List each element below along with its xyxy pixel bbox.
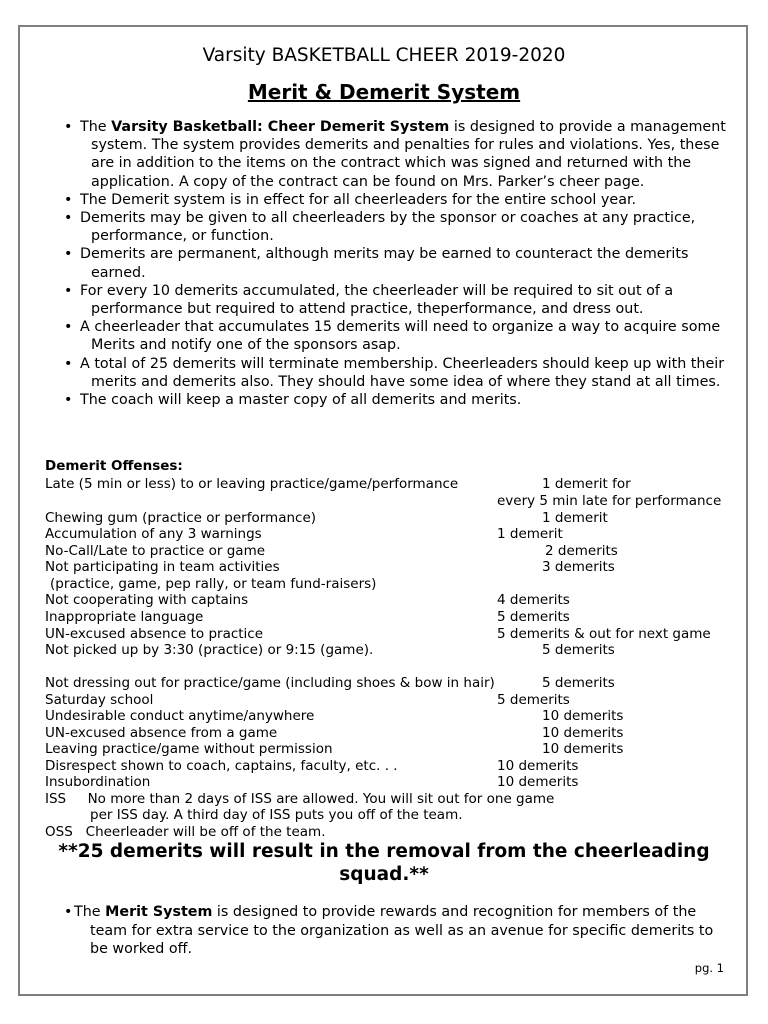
offense-text: UN-excused absence to practice (45, 626, 264, 642)
offense-penalty: 5 demerits & out for next game (497, 626, 711, 642)
item-text: Demerits are permanent, although merits may be earned to counteract the demerits earned. (80, 246, 689, 281)
item-bold: Merit System (105, 904, 213, 920)
item-text: The Demerit system is in effect for all cheerleaders for the entire school year. (80, 191, 637, 208)
item-text: is designed to provide a management system. The system provides demerits and penalties for rules and violations. Yes, these are in addition to the items on the contract which was signed and returned with the application. A copy of the contract can be found on Mrs. Parker’s cheer page. (91, 119, 726, 190)
offense-text: UN-excused absence from a game (45, 725, 278, 741)
list-item (64, 245, 734, 281)
item-text: is designed to provide rewards and recognition for members of the team for extra service to the organization as well as an avenue for specific demerits to be worked off. (90, 904, 714, 957)
item-text: A total of 25 demerits will terminate membership. Cheerleaders should keep up with their merits and demerits also. They should have some idea of where they stand at all times. (80, 355, 725, 390)
item-text: For every 10 demerits accumulated, the cheerleader will be required to sit out of a performance but required to attend practice, theperformance, and dress out. (80, 282, 674, 318)
offense-text: Late (5 min or less) to or leaving practice/game/performance (45, 476, 459, 492)
offense-text: Not cooperating with captains (45, 592, 249, 608)
offense-penalty: 10 demerits (497, 758, 579, 774)
item-bold: Varsity Basketball: Cheer Demerit System (111, 119, 450, 135)
offense-penalty: 1 demerit for (542, 476, 631, 492)
offense-penalty: 2 demerits (545, 543, 618, 559)
offense-text: Accumulation of any 3 warnings (45, 526, 262, 542)
offense-text: OSS Cheerleader will be off of the team. (45, 824, 326, 840)
document-heading (0, 80, 768, 104)
offenses-heading: Demerit Offenses: (45, 458, 183, 474)
offense-text: Insubordination (45, 774, 151, 790)
item-text: Demerits may be given to all cheerleaders by the sponsor or coaches at any practice, performance, or function. (80, 210, 696, 245)
item-text: A cheerleader that accumulates 15 demerits will need to organize a way to acquire some Merits and notify one of the sponsors asap. (80, 319, 721, 354)
item-prefix: The (74, 904, 106, 920)
list-item (64, 118, 734, 191)
final-notice: **25 demerits will result in the removal from the cheerleading squad.** (58, 841, 710, 885)
offense-penalty: 5 demerits (542, 642, 615, 658)
demerit-rules-list (64, 118, 734, 409)
list-item (64, 903, 734, 959)
list-item (64, 209, 734, 245)
offense-text: Disrespect shown to coach, captains, faculty, etc. . . (45, 758, 398, 774)
offense-text: Saturday school (45, 692, 154, 708)
list-item (64, 191, 734, 209)
list-item (64, 282, 734, 318)
document-title: Varsity BASKETBALL CHEER 2019-2020 (202, 45, 566, 66)
offense-penalty: 3 demerits (542, 559, 615, 575)
offense-penalty: 5 demerits (497, 609, 570, 625)
offense-penalty: 5 demerits (497, 692, 570, 708)
offense-penalty: 5 demerits (542, 675, 615, 691)
offense-text: Not picked up by 3:30 (practice) or 9:15 (game). (45, 642, 374, 658)
offense-text: Not participating in team activities (45, 559, 280, 575)
offense-penalty: 1 demerit (497, 526, 563, 542)
offense-text: Chewing gum (practice or performance) (45, 510, 317, 526)
offense-text: Inappropriate language (45, 609, 204, 625)
offense-text: per ISS day. A third day of ISS puts you off of the team. (90, 807, 463, 823)
offense-penalty: 1 demerit (542, 510, 608, 526)
page-number: pg. 1 (694, 961, 724, 975)
offense-text: (practice, game, pep rally, or team fund-raisers) (50, 576, 377, 592)
list-item (64, 318, 734, 354)
list-item (64, 355, 734, 391)
offense-penalty: 10 demerits (542, 708, 624, 724)
item-text: The coach will keep a master copy of all demerits and merits. (80, 392, 522, 409)
offense-penalty: 10 demerits (542, 725, 624, 741)
offense-text: Leaving practice/game without permission (45, 741, 333, 757)
item-prefix: The (80, 119, 112, 135)
offense-penalty: 10 demerits (542, 741, 624, 757)
offense-text: No-Call/Late to practice or game (45, 543, 266, 559)
offense-text: Not dressing out for practice/game (including shoes & bow in hair) (45, 675, 495, 691)
merit-list (64, 903, 734, 959)
heading-text: Merit & Demerit System (247, 80, 521, 104)
offense-text: Undesirable conduct anytime/anywhere (45, 708, 315, 724)
offense-penalty: every 5 min late for performance (497, 493, 722, 509)
offense-text: ISS No more than 2 days of ISS are allowed. You will sit out for one game (45, 791, 555, 807)
list-item (64, 391, 734, 409)
offense-penalty: 10 demerits (497, 774, 579, 790)
offense-penalty: 4 demerits (497, 592, 570, 608)
